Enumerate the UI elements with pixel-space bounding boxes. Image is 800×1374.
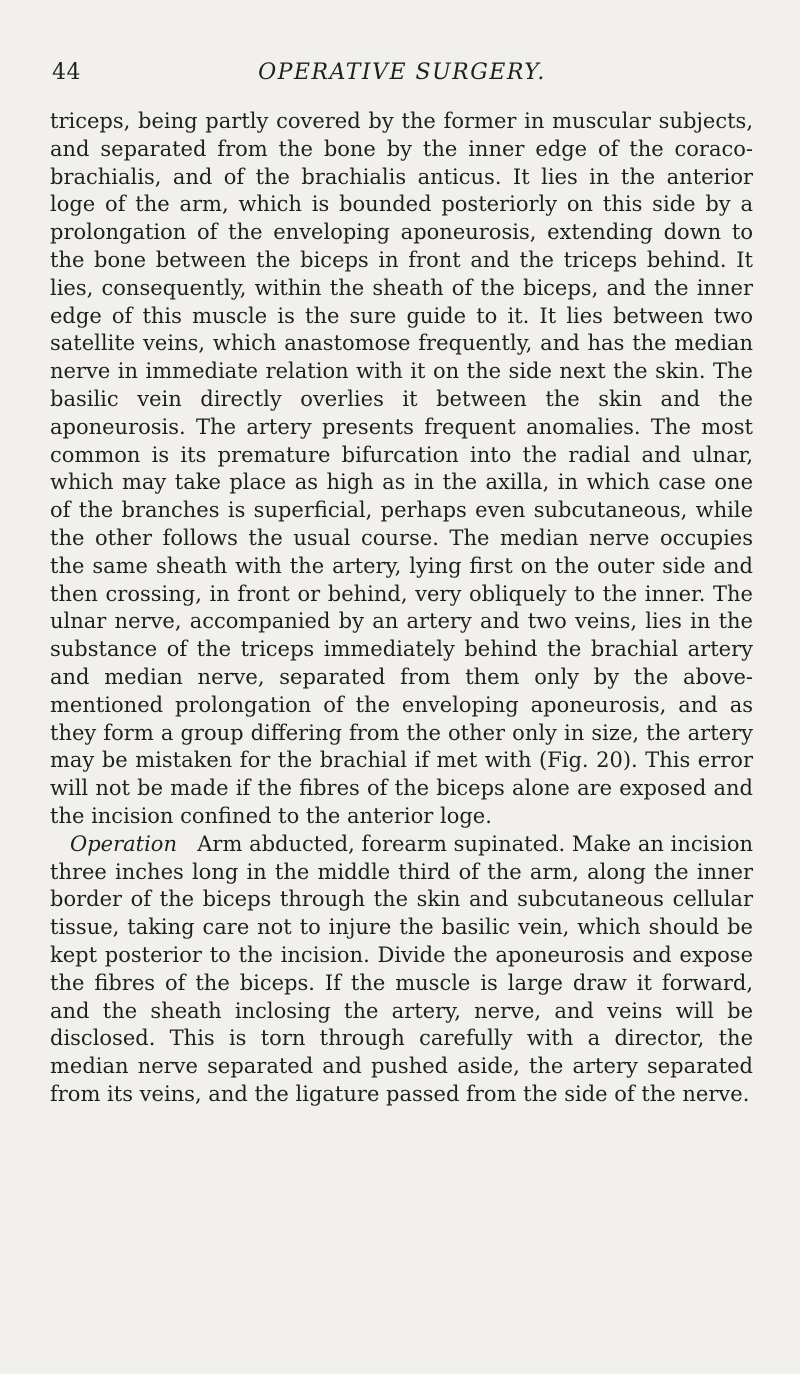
- page-number: 44: [52, 60, 81, 85]
- operation-text: Arm abducted, forearm supinated. Make an incision three inches long in the middle third of the arm, along the inner border of the biceps through the skin and subcutaneous cellular tissue, taking care not to injure the basilic vein, which should be kept posterior to the incision. Divide the aponeurosis and expose the fibres of the biceps. If the muscle is large draw it forward, and the sheath inclosing the artery, nerve, and veins will be disclosed. This is torn through carefully with a director, the median nerve separated and pushed aside, the artery separated from its veins, and the ligature passed from the side of the nerve.: [50, 831, 753, 1106]
- running-title: OPERATIVE SURGERY.: [258, 60, 546, 85]
- paragraph-operation: [50, 831, 753, 1109]
- body-text: [50, 108, 753, 1109]
- page-header: [52, 58, 752, 94]
- operation-heading: Operation: [70, 831, 177, 856]
- paragraph-artery-relations: triceps, being partly covered by the former in muscular subjects, and separated from the bone by the inner edge of the coraco-brachialis, and of the brachialis anticus. It lies in the anterior loge of the arm, which is bounded posteriorly on this side by a prolongation of the enveloping aponeurosis, extending down to the bone between the biceps in front and the triceps behind. It lies, consequently, within the sheath of the biceps, and the inner edge of this muscle is the sure guide to it. It lies between two satellite veins, which anastomose frequently, and has the median nerve in immediate relation with it on the side next the skin. The basilic vein directly overlies it between the skin and the aponeurosis. The artery presents frequent anomalies. The most common is its premature bifurcation into the radial and ulnar, which may take place as high as in the axilla, in which case one of the branches is superficial, perhaps even subcutaneous, while the other follows the usual course. The median nerve occupies the same sheath with the artery, lying first on the outer side and then crossing, in front or behind, very obliquely to the inner. The ulnar nerve, accompanied by an artery and two veins, lies in the substance of the triceps immediately behind the brachial artery and median nerve, separated from them only by the above-mentioned prolongation of the enveloping aponeurosis, and as they form a group differing from the other only in size, the artery may be mistaken for the brachial if met with (Fig. 20). This error will not be made if the fibres of the biceps alone are exposed and the incision confined to the anterior loge.: [50, 109, 753, 828]
